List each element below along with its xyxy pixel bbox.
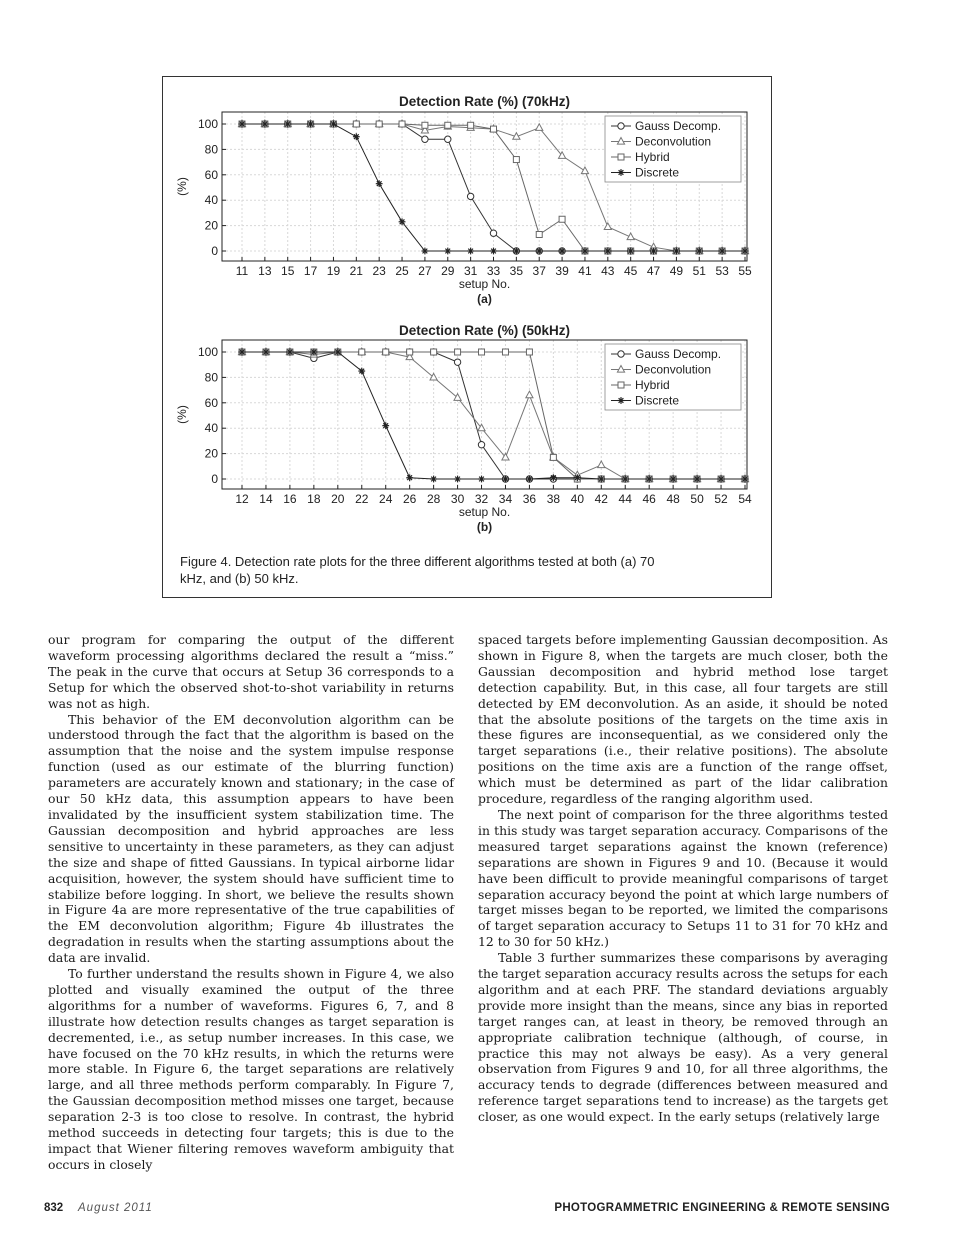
data-point (718, 476, 725, 483)
y-tick-label: 100 (197, 345, 218, 359)
data-point (431, 349, 437, 355)
data-point (467, 193, 473, 199)
legend-label: Deconvolution (635, 362, 712, 377)
y-tick-label: 80 (204, 142, 218, 157)
x-tick-label: 32 (474, 492, 489, 506)
paragraph: our program for comparing the output of the different waveform processing algorithms declared the result a “miss.” The peak in the curve that occurs at Setup 36 corresponds to a Setup for which the observed shot-to-shot variability in returns was not as high. (48, 632, 454, 711)
data-point (359, 349, 365, 355)
y-tick-label: 40 (204, 421, 218, 436)
x-tick-label: 39 (555, 264, 569, 278)
x-tick-label: 21 (349, 264, 363, 278)
x-axis-label: setup No. (458, 505, 511, 519)
x-tick-label: 31 (463, 264, 478, 278)
data-point (430, 476, 437, 483)
x-tick-label: 34 (498, 492, 513, 506)
data-point (502, 476, 509, 483)
x-tick-label: 44 (618, 492, 632, 506)
data-point (526, 391, 533, 398)
paragraph: spaced targets before implementing Gaussian decomposition. As shown in Figure 8, when the targets are much closer, both the Gaussian decomposition and hybrid method lose target detection capability. But, in this case, all four targets are still detected by EM deconvolution. As an aside, it should be noted that the absolute positions of the targets on the time axis in these figures are inconsequential, as we considered only the target separations (i.e., their relative positions). The absolute positions on the time axis are a function of the range offset, which must be determined as part of the lidar calibration procedure, regardless of the ranging algorithm used. (478, 632, 888, 807)
data-point (455, 349, 461, 355)
data-point (526, 349, 532, 355)
data-point (650, 248, 657, 255)
x-tick-label: 12 (235, 492, 249, 506)
x-tick-label: 49 (669, 264, 684, 278)
legend-label: Discrete (635, 165, 680, 180)
data-point (478, 442, 484, 448)
x-tick-label: 14 (259, 492, 273, 506)
data-point (422, 122, 428, 128)
left-column (48, 632, 454, 1173)
caption-lead: Figure 4. Detection rate plots for the three different algorithms tested at both (a) 70 (180, 554, 655, 569)
x-tick-label: 46 (642, 492, 656, 506)
x-tick-label: 48 (666, 492, 680, 506)
x-tick-label: 24 (379, 492, 393, 506)
page-footer (44, 1202, 890, 1220)
data-point (670, 476, 677, 483)
x-tick-label: 35 (509, 264, 524, 278)
y-tick-label: 0 (211, 244, 218, 258)
legend-marker (618, 169, 625, 176)
x-tick-label: 55 (738, 264, 752, 278)
x-tick-label: 33 (486, 264, 501, 278)
data-point (742, 248, 749, 255)
legend-label: Gauss Decomp. (635, 347, 722, 361)
chart-title: Detection Rate (%) (50kHz) (398, 323, 571, 338)
x-tick-label: 29 (441, 264, 455, 278)
figure-caption (180, 553, 750, 587)
page-number: 832 (44, 1202, 64, 1214)
x-tick-label: 26 (402, 492, 417, 506)
data-point (376, 121, 382, 127)
paragraph: To further understand the results shown in Figure 4, we also plotted and visually examined the output of the three algorithms for a number of waveforms. Figures 6, 7, and 8 illustrate how detection results changes as target separation is decremented, i.e., as setup number increases. In this case, we have focused on the 70 kHz results, in which the returns were more stable. In Figure 6, the target separations are relatively large, and all three methods perform comparably. In Figure 7, the Gaussian decomposition method misses one target, because separation 2-3 is too close to resolve. In contrast, the hybrid method succeeds in detecting four targets; this is due to the impact that Wiener filtering removes waveform ambiguity that occurs in closely (48, 966, 454, 1172)
legend-label: Hybrid (635, 150, 670, 164)
legend-label: Gauss Decomp. (635, 119, 722, 133)
x-tick-label: 50 (690, 492, 704, 506)
x-tick-label: 53 (715, 264, 729, 278)
data-point (454, 394, 461, 401)
y-tick-label: 80 (204, 370, 218, 385)
y-tick-label: 20 (204, 446, 218, 461)
data-point (407, 349, 413, 355)
data-point (581, 167, 588, 174)
data-point (490, 230, 496, 236)
x-tick-label: 52 (714, 492, 728, 506)
data-point (376, 180, 383, 187)
x-tick-label: 16 (283, 492, 297, 506)
data-point (582, 248, 589, 255)
data-point (513, 157, 519, 163)
data-point (478, 476, 485, 483)
data-point (467, 248, 474, 255)
legend-marker (618, 397, 625, 404)
data-point (430, 373, 437, 380)
y-axis-label: (%) (175, 405, 189, 424)
figure-4-charts (162, 76, 772, 546)
data-point (479, 349, 485, 355)
data-point (694, 476, 701, 483)
data-point (604, 223, 611, 230)
x-tick-label: 20 (331, 492, 345, 506)
data-point (673, 248, 680, 255)
data-point (559, 248, 566, 255)
data-point (646, 476, 653, 483)
x-tick-label: 18 (307, 492, 321, 506)
paragraph: The next point of comparison for the three algorithms tested in this study was target separation accuracy. Comparisons of the measured target separations against the known (reference) separations are shown in Figures 9 and 10. (Because it would have been difficult to provide meaningful comparisons of target separation accuracy beyond the point at which large numbers of target misses began to be reported, we limited the comparisons of target separation accuracy to Setups 11 to 31 for 70 kHz and 12 to 30 for 50 kHz.) (478, 806, 888, 950)
data-point (239, 121, 246, 128)
x-tick-label: 36 (522, 492, 537, 506)
y-tick-label: 0 (211, 472, 218, 486)
data-point (444, 248, 451, 255)
data-point (598, 461, 605, 468)
x-tick-label: 11 (235, 264, 249, 278)
x-tick-label: 45 (624, 264, 638, 278)
data-point (627, 248, 634, 255)
y-axis-label: (%) (175, 177, 189, 196)
data-point (399, 121, 405, 127)
panel-label: (a) (477, 292, 492, 306)
issue-date: August 2011 (78, 1202, 153, 1214)
data-point (502, 349, 508, 355)
data-point (536, 248, 543, 255)
y-tick-label: 20 (204, 218, 218, 233)
data-point (604, 248, 611, 255)
data-point (536, 231, 542, 237)
x-tick-label: 17 (303, 264, 318, 278)
data-point (454, 476, 461, 483)
x-tick-label: 27 (418, 264, 432, 278)
legend-marker (618, 123, 624, 129)
x-tick-label: 13 (258, 264, 272, 278)
legend-label: Hybrid (635, 378, 670, 392)
paragraph: This behavior of the EM deconvolution algorithm can be understood through the fact that the algorithm is based on the assumption that the noise and the system impulse response function (used as our estimate of the blurring function) parameters are accurately known and stationary; in the case of our 50 kHz data, this assumption appears to have been invalidated by the insufficient system stabilization time. The Gaussian decomposition and hybrid approaches are less sensitive to uncertainty in these parameters, as they can adjust the size and shape of fitted Gaussians. In typical airborne lidar acquisition, however, the system should have sufficient time to stabilize before logging. In short, we believe the results shown in Figure 4a are more representative of the true capabilities of the EM deconvolution algorithm; Figure 4b illustrates the degradation in results when the starting assumptions about the data are invalid. (48, 711, 454, 966)
data-point (719, 248, 726, 255)
data-point (574, 474, 581, 481)
data-point (353, 121, 359, 127)
x-tick-label: 40 (570, 492, 585, 506)
x-tick-label: 28 (426, 492, 441, 506)
data-point (468, 122, 474, 128)
legend-label: Deconvolution (635, 134, 712, 149)
data-point (353, 133, 360, 140)
x-tick-label: 54 (738, 492, 752, 506)
legend-marker (618, 351, 624, 357)
caption-tail: kHz, and (b) 50 kHz. (180, 571, 299, 586)
data-point (445, 122, 451, 128)
paragraph: Table 3 further summarizes these comparisons by averaging the target separation accuracy results across the setups for each algorithm and at each PRF. The standard deviations arguably provide more insight than the means, since any bias in reported target ranges can, at least in theory, be removed through an appropriate calibration technique (although, of course, in practice this may not always be easy). As a very general observation from Figures 9 and 10, for all three algorithms, the accuracy tends to degrade (differences between measured and reference target separations tend to increase) as the targets get closer, as one would expect. In the early setups (relatively large (478, 950, 888, 1125)
data-point (598, 476, 605, 483)
x-tick-label: 51 (692, 264, 706, 278)
y-tick-label: 60 (204, 167, 218, 182)
data-point (422, 248, 429, 255)
x-tick-label: 43 (601, 264, 615, 278)
legend-label: Discrete (635, 393, 680, 408)
data-point (622, 476, 629, 483)
x-tick-label: 19 (326, 264, 341, 278)
data-point (454, 359, 460, 365)
data-point (399, 218, 406, 225)
x-tick-label: 15 (281, 264, 295, 278)
x-tick-label: 25 (395, 264, 409, 278)
y-tick-label: 40 (204, 193, 218, 208)
data-point (422, 136, 428, 142)
data-point (696, 248, 703, 255)
x-tick-label: 30 (450, 492, 465, 506)
data-point (239, 349, 246, 356)
x-tick-label: 47 (646, 264, 661, 278)
x-tick-label: 37 (532, 264, 546, 278)
data-point (406, 474, 413, 481)
legend-marker (618, 154, 624, 160)
x-axis-label: setup No. (458, 277, 511, 291)
data-point (550, 454, 556, 460)
chart-title: Detection Rate (%) (70kHz) (398, 94, 571, 109)
data-point (550, 474, 557, 481)
journal-name: PHOTOGRAMMETRIC ENGINEERING & REMOTE SENSING (554, 1202, 890, 1214)
legend-marker (618, 382, 624, 388)
panel-label: (b) (476, 520, 493, 534)
data-point (742, 476, 749, 483)
x-tick-label: 41 (578, 264, 592, 278)
x-tick-label: 23 (372, 264, 386, 278)
data-point (559, 216, 565, 222)
x-tick-label: 42 (594, 492, 608, 506)
data-point (490, 248, 497, 255)
right-column (478, 632, 888, 1125)
data-point (383, 349, 389, 355)
y-tick-label: 100 (197, 117, 218, 131)
y-tick-label: 60 (204, 395, 218, 410)
data-point (491, 126, 497, 132)
data-point (445, 136, 451, 142)
x-tick-label: 38 (546, 492, 561, 506)
x-tick-label: 22 (355, 492, 369, 506)
data-point (536, 124, 543, 131)
